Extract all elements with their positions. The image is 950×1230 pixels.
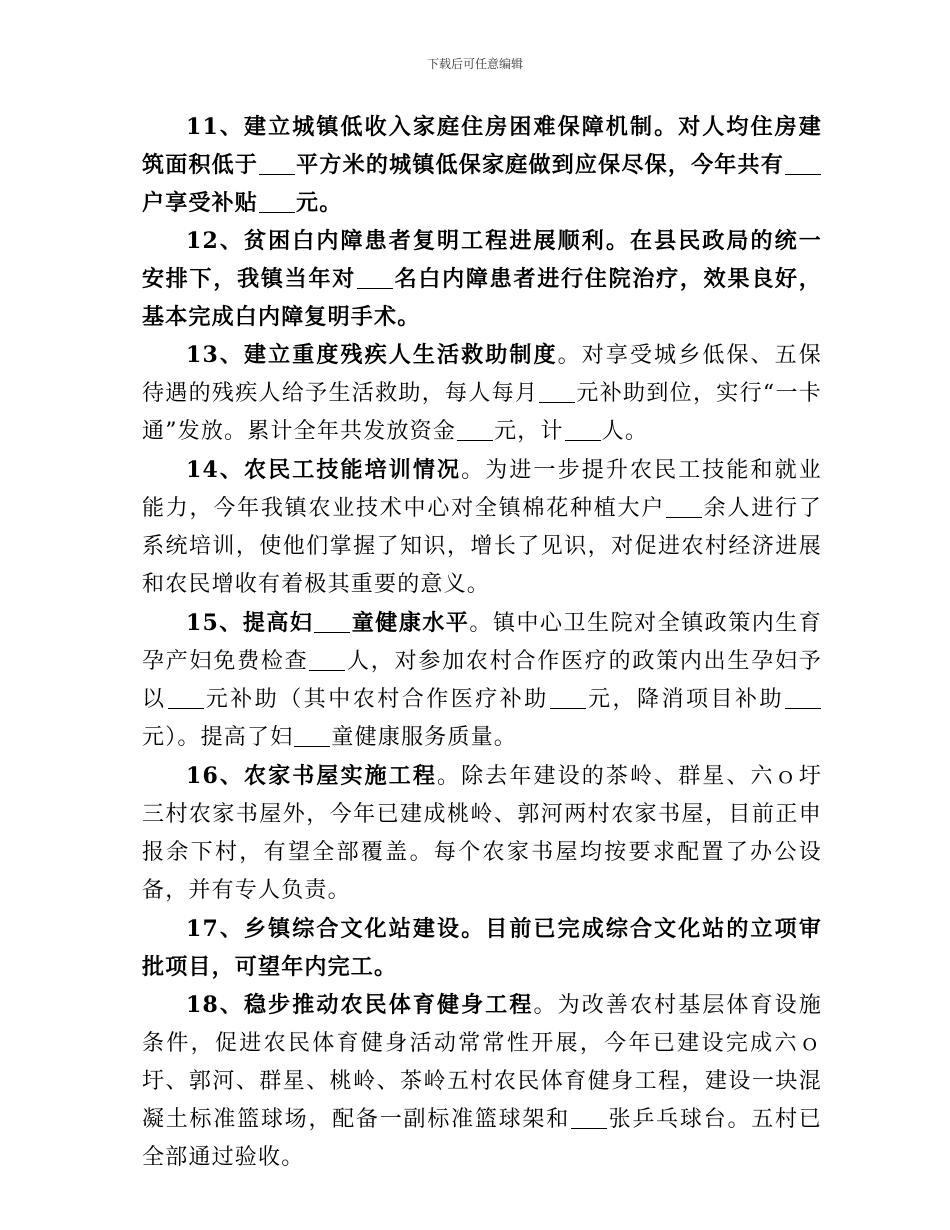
- text-segment: 元，计: [494, 419, 564, 444]
- fill-blank: [666, 495, 702, 518]
- text-segment: 12、贫困白内障患者复明工程进展顺利。在县民政局的统一安排下，我镇当年对: [142, 228, 822, 292]
- page-header: 下载后可任意编辑: [426, 57, 523, 71]
- fill-blank: [357, 266, 393, 289]
- fill-blank: [294, 724, 330, 747]
- text-segment: 余人进行了系统培训，使他们掌握了知识，增长了见识，对促进农村经济进展和农民增收有着极其重要的意义。: [142, 496, 822, 597]
- fill-blank: [168, 686, 204, 709]
- paragraph-18: [142, 986, 822, 1177]
- text-segment: 元补助到位，实行“一卡通”发放。累计全年共发放资金: [142, 381, 822, 444]
- paragraph-13: [142, 336, 822, 451]
- paragraph-heading: 童健康水平: [351, 610, 470, 636]
- text-segment: 11、建立城镇低收入家庭住房困难保障机制。对人均住房建筑面积低于: [142, 114, 822, 178]
- text-segment: 人。: [601, 419, 649, 444]
- text-segment: 平方米的城镇低保家庭做到应保尽保，今年共有: [296, 152, 784, 178]
- paragraph-heading: 13、建立重度残疾人生活救助制度: [186, 342, 558, 368]
- text-segment: 17、乡镇综合文化站建设。目前已完成综合文化站的立项审批项目，可望年内完工。: [142, 916, 822, 980]
- text-segment: 。除去年建设的茶岭、群星、六ｏ圩三村农家书屋外，今年已建成桃岭、郭河两村农家书屋，目前正申报余下村，有望全部覆盖。每个农家书屋均按要求配置了办公设备，并有专人负责。: [142, 764, 822, 903]
- fill-blank: [539, 380, 575, 403]
- fill-blank: [571, 1106, 607, 1129]
- paragraph-12: [142, 222, 822, 336]
- text-segment: 。对享受城乡低保、五保待遇的残疾人给予生活救助，每人每月: [142, 343, 822, 406]
- text-segment: 。为进一步提升农民工技能和就业能力，今年我镇农业技术中心对全镇棉花种植大户: [142, 458, 822, 521]
- text-segment: 。镇中心卫生院对全镇政策内生育孕产妇免费检查: [142, 611, 822, 674]
- fill-blank: [565, 418, 601, 441]
- paragraph-11: [142, 108, 822, 222]
- paragraph-14: [142, 451, 822, 604]
- fill-blank: [309, 648, 345, 671]
- text-segment: 元）。提高了妇: [142, 725, 294, 750]
- text-segment: 元。: [296, 190, 343, 216]
- text-segment: 。为改善农村基层体育设施条件，促进农民体育健身活动常常性开展，今年已建设完成六ｏ圩、郭河、群星、桃岭、茶岭五村农民体育健身工程，建设一块混凝土标准篮球场，配备一副标准篮球架和: [142, 993, 822, 1132]
- text-segment: 名白内障患者进行住院治疗，效果良好，基本完成白内障复明手术。: [142, 266, 822, 330]
- paragraph-17: [142, 910, 822, 986]
- document-body: [142, 108, 822, 1177]
- paragraph-heading: 16、农家书屋实施工程: [186, 763, 438, 789]
- fill-blank: [259, 190, 295, 213]
- fill-blank: [259, 152, 295, 175]
- paragraph-heading: 15、提高妇: [186, 610, 314, 636]
- paragraph-16: [142, 757, 822, 910]
- fill-blank: [785, 686, 821, 709]
- text-segment: 童健康服务质量。: [331, 725, 518, 750]
- fill-blank: [314, 610, 350, 633]
- paragraph-heading: 14、农民工技能培训情况: [186, 457, 462, 483]
- paragraph-heading: 18、稳步推动农民体育健身工程: [186, 992, 534, 1018]
- text-segment: 户享受补贴: [142, 190, 259, 216]
- fill-blank: [550, 686, 586, 709]
- text-segment: 人，对参加农村合作医疗的政策内出生孕妇予以: [142, 649, 822, 712]
- fill-blank: [785, 152, 821, 175]
- text-segment: 元补助（其中农村合作医疗补助: [204, 687, 549, 712]
- fill-blank: [457, 418, 493, 441]
- paragraph-15: [142, 604, 822, 757]
- text-segment: 张乒乓球台。五村已全部通过验收。: [142, 1107, 822, 1170]
- text-segment: 元，降消项目补助: [586, 687, 784, 712]
